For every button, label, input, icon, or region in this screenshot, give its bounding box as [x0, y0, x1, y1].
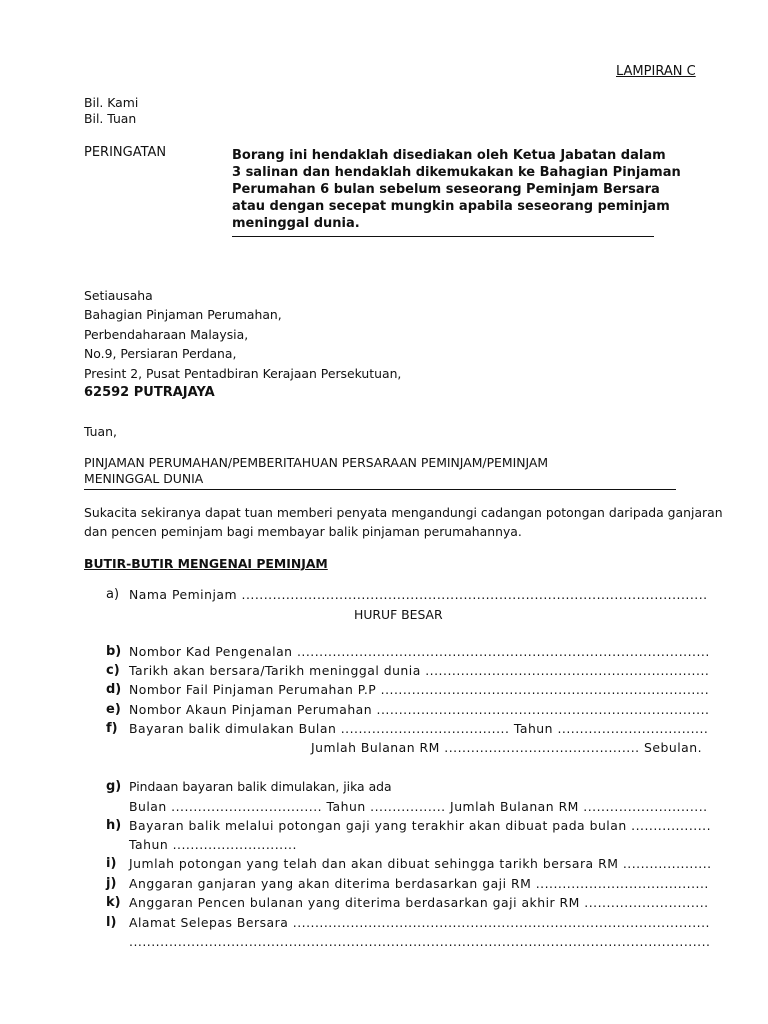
- ref-ours: Bil. Kami: [84, 95, 139, 110]
- field-letter: f): [106, 721, 118, 736]
- subject: [84, 455, 548, 487]
- subject-line: PINJAMAN PERUMAHAN/PEMBERITAHUAN PERSARAAN PEMINJAM/PEMINJAM: [84, 455, 549, 470]
- notice-text: [232, 147, 681, 232]
- field-letter: e): [106, 702, 121, 717]
- field-nombor-fail[interactable]: [84, 682, 708, 698]
- intro-line: dan pencen peminjam bagi membayar balik pinjaman perumahannya.: [84, 524, 522, 539]
- address-line: Presint 2, Pusat Pentadbiran Kerajaan Persekutuan,: [84, 366, 402, 381]
- field-potongan-terakhir[interactable]: [84, 818, 712, 834]
- field-pindaan-bayaran[interactable]: [84, 779, 708, 795]
- notice-line: meninggal dunia.: [232, 216, 360, 231]
- field-anggaran-ganjaran[interactable]: [84, 876, 708, 892]
- section-heading: BUTIR-BUTIR MENGENAI PEMINJAM: [84, 556, 328, 571]
- field-letter: c): [106, 663, 120, 678]
- notice-line: Perumahan 6 bulan sebelum seseorang Peminjam Bersara: [232, 182, 660, 197]
- notice-divider: [232, 236, 654, 237]
- field-letter: i): [106, 856, 117, 871]
- field-jumlah-potongan[interactable]: [84, 856, 712, 872]
- field-alamat-line2[interactable]: ...................................................................................................................................: [129, 934, 711, 949]
- notice-line: atau dengan secepat mungkin apabila seseorang peminjam: [232, 199, 670, 214]
- field-letter: l): [106, 915, 117, 930]
- field-letter: d): [106, 682, 122, 697]
- intro-line: Sukacita sekiranya dapat tuan memberi penyata mengandungi cadangan potongan daripada ganjaran: [84, 505, 723, 520]
- field-pindaan-bulan-tahun[interactable]: Bulan .................................. Tahun ................. Jumlah Bulanan RM ............................: [129, 799, 708, 814]
- field-label: Nombor Kad Pengenalan .............................................................................................: [129, 644, 710, 659]
- field-alamat-bersara[interactable]: [84, 915, 711, 931]
- field-label: Anggaran ganjaran yang akan diterima berdasarkan gaji RM .......................................: [129, 876, 709, 891]
- field-label: Jumlah potongan yang telah dan akan dibuat sehingga tarikh bersara RM ....................: [129, 856, 712, 871]
- field-bayaran-dimulakan[interactable]: [84, 721, 708, 737]
- address-line: Bahagian Pinjaman Perumahan,: [84, 307, 282, 322]
- field-letter: g): [106, 779, 122, 794]
- field-label: Nombor Fail Pinjaman Perumahan P.P ..........................................................................: [129, 682, 710, 697]
- field-nombor-akaun[interactable]: [84, 702, 708, 718]
- field-label: Bayaran balik dimulakan Bulan ...................................... Tahun ..................................: [129, 721, 709, 736]
- field-label: Pindaan bayaran balik dimulakan, jika ada: [129, 779, 392, 794]
- notice-line: Borang ini hendaklah disediakan oleh Ketua Jabatan dalam: [232, 148, 666, 163]
- field-label: Nama Peminjam .........................................................................................................: [129, 587, 708, 602]
- field-letter: b): [106, 644, 122, 659]
- field-label: Nombor Akaun Pinjaman Perumahan ...........................................................................: [129, 702, 710, 717]
- field-potongan-tahun[interactable]: Tahun ............................: [129, 837, 297, 852]
- address-line: Perbendaharaan Malaysia,: [84, 327, 249, 342]
- field-label: Tarikh akan bersara/Tarikh meninggal dunia ................................................................: [129, 663, 710, 678]
- field-label: Bayaran balik melalui potongan gaji yang terakhir akan dibuat pada bulan ..................: [129, 818, 712, 833]
- field-tarikh-bersara[interactable]: [84, 663, 708, 679]
- field-hint-capitals: HURUF BESAR: [354, 607, 443, 622]
- attachment-label: LAMPIRAN C: [616, 64, 696, 79]
- field-kad-pengenalan[interactable]: [84, 644, 708, 660]
- notice-line: 3 salinan dan hendaklah dikemukakan ke Bahagian Pinjaman: [232, 165, 681, 180]
- field-letter: h): [106, 818, 122, 833]
- field-jumlah-bulanan[interactable]: Jumlah Bulanan RM ............................................ Sebulan.: [311, 740, 703, 755]
- ref-yours: Bil. Tuan: [84, 111, 137, 126]
- address-line: No.9, Persiaran Perdana,: [84, 346, 237, 361]
- subject-line: MENINGGAL DUNIA: [84, 471, 204, 486]
- field-nama-peminjam[interactable]: [84, 587, 708, 603]
- field-letter: j): [106, 876, 117, 891]
- field-letter: k): [106, 895, 121, 910]
- salutation: Tuan,: [84, 424, 117, 439]
- subject-divider: [84, 489, 676, 490]
- notice-label: PERINGATAN: [84, 145, 167, 160]
- field-letter: a): [106, 587, 120, 602]
- field-label: Anggaran Pencen bulanan yang diterima berdasarkan gaji akhir RM ............................: [129, 895, 709, 910]
- field-anggaran-pencen[interactable]: [84, 895, 708, 911]
- address-postcode-city: 62592 PUTRAJAYA: [84, 385, 215, 400]
- field-label: Alamat Selepas Bersara ..............................................................................................: [129, 915, 711, 930]
- address-line: Setiausaha: [84, 288, 153, 303]
